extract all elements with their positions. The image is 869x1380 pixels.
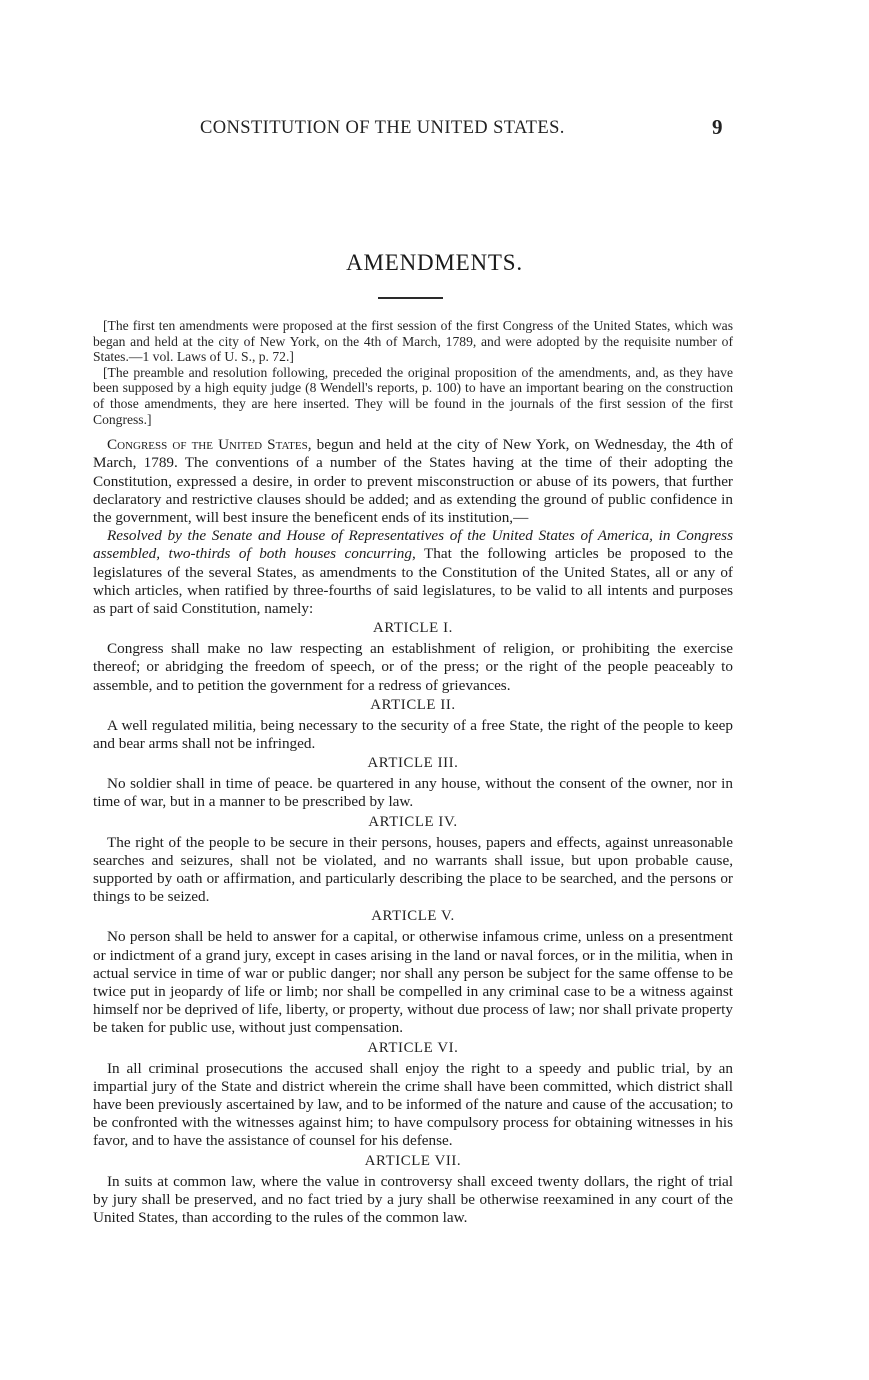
resolution-paragraph (93, 527, 733, 618)
article-text: The right of the people to be secure in their persons, houses, papers and effects, against unreasonable searches and seizures, shall not be violated, and no warrants shall issue, but upon probable cause, supported by oath or affirmation, and particularly describing the place to be searched, and the persons or things to be seized. (93, 833, 733, 906)
article-title: ARTICLE IV. (368, 813, 458, 830)
editorial-note: [The preamble and resolution following, preceded the original proposition of the amendments, and, as they have been supposed by a high equity judge (8 Wendell's reports, p. 100) to have an important bearing on the construction of those amendments, they are here inserted. They will be found in the journals of the first session of the first Congress.] (93, 364, 733, 427)
resolution-text: That the following articles be proposed to the legislatures of the several States, as amendments to the Constitution of the United States, all or any of which articles, when ratified by three-fourths of said legislatures, to be valid to all intents and purposes as part of said Constitution, namely: (93, 545, 733, 617)
article-title: ARTICLE III. (367, 755, 459, 772)
article-title: ARTICLE VII. (364, 1152, 462, 1169)
article-text: A well regulated militia, being necessary to the security of a free State, the right of the people to keep and bear arms shall not be infringed. (93, 716, 733, 752)
article-text: In all criminal prosecutions the accused shall enjoy the right to a speedy and public trial, by an impartial jury of the State and district wherein the crime shall have been committed, which district shall have been previously ascertained by law, and to be informed of the nature and cause of the accusation; to be confronted with the witnesses against him; to have compulsory process for obtaining witnesses in his favor, and to have the assistance of counsel for his defense. (93, 1059, 733, 1150)
article-text: Congress shall make no law respecting an establishment of religion, or prohibiting the exercise thereof; or abridging the freedom of speech, or of the press; or the right of the people peaceably to assemble, and to petition the government for a redress of grievances. (93, 640, 733, 694)
article-title: ARTICLE V. (371, 908, 455, 925)
editorial-note: [The first ten amendments were proposed at the first session of the first Congress of the United States, which was began and held at the city of New York, on the 4th of March, 1789, and were adopted by the requisite number of States.—1 vol. Laws of U. S., p. 72.] (93, 318, 733, 365)
article-text: In suits at common law, where the value in controversy shall exceed twenty dollars, the right of trial by jury shall be preserved, and no fact tried by a jury shall be otherwise reexamined in any court of the United States, than according to the rules of the common law. (93, 1172, 733, 1227)
preamble-paragraph (93, 436, 733, 527)
article-text: No person shall be held to answer for a capital, or otherwise infamous crime, unless on a presentment or indictment of a grand jury, except in cases arising in the land or naval forces, or in the militia, when in actual service in time of war or public danger; nor shall any person be subject for the same offense to be twice put in jeopardy of life or limb; nor shall be compelled in any criminal case to be a witness against himself nor be deprived of life, liberty, or property, without due process of law; nor shall private property be taken for public use, without just compensation. (93, 928, 733, 1037)
body-column (93, 318, 733, 1227)
article-title: ARTICLE II. (370, 696, 456, 713)
running-head: CONSTITUTION OF THE UNITED STATES. (200, 118, 565, 138)
heading-rule (378, 297, 443, 299)
page-heading: AMENDMENTS. (346, 250, 523, 275)
preamble-text: begun and held at the city of New York, on Wednesday, the 4th of March, 1789. The conventions of a number of the States having at the time of their adopting the Constitution, expressed a desire, in order to prevent misconstruction or abuse of its powers, that further declaratory and restrictive clauses should be added; and as extending the ground of public confidence in the government, will best insure the beneficent ends of its institution,— (93, 436, 733, 526)
article-text: No soldier shall in time of peace. be quartered in any house, without the consent of the owner, nor in time of war, but in a manner to be prescribed by law. (93, 775, 733, 811)
article-title: ARTICLE VI. (367, 1039, 459, 1056)
page-number: 9 (712, 115, 723, 139)
article-title: ARTICLE I. (373, 620, 453, 637)
preamble-lead: Congress of the United States, (107, 436, 312, 454)
resolution-lead: Resolved by the Senate and House of Representatives of the United States of America, in Congress assembled, two-thirds of both houses concurring, (93, 527, 733, 563)
